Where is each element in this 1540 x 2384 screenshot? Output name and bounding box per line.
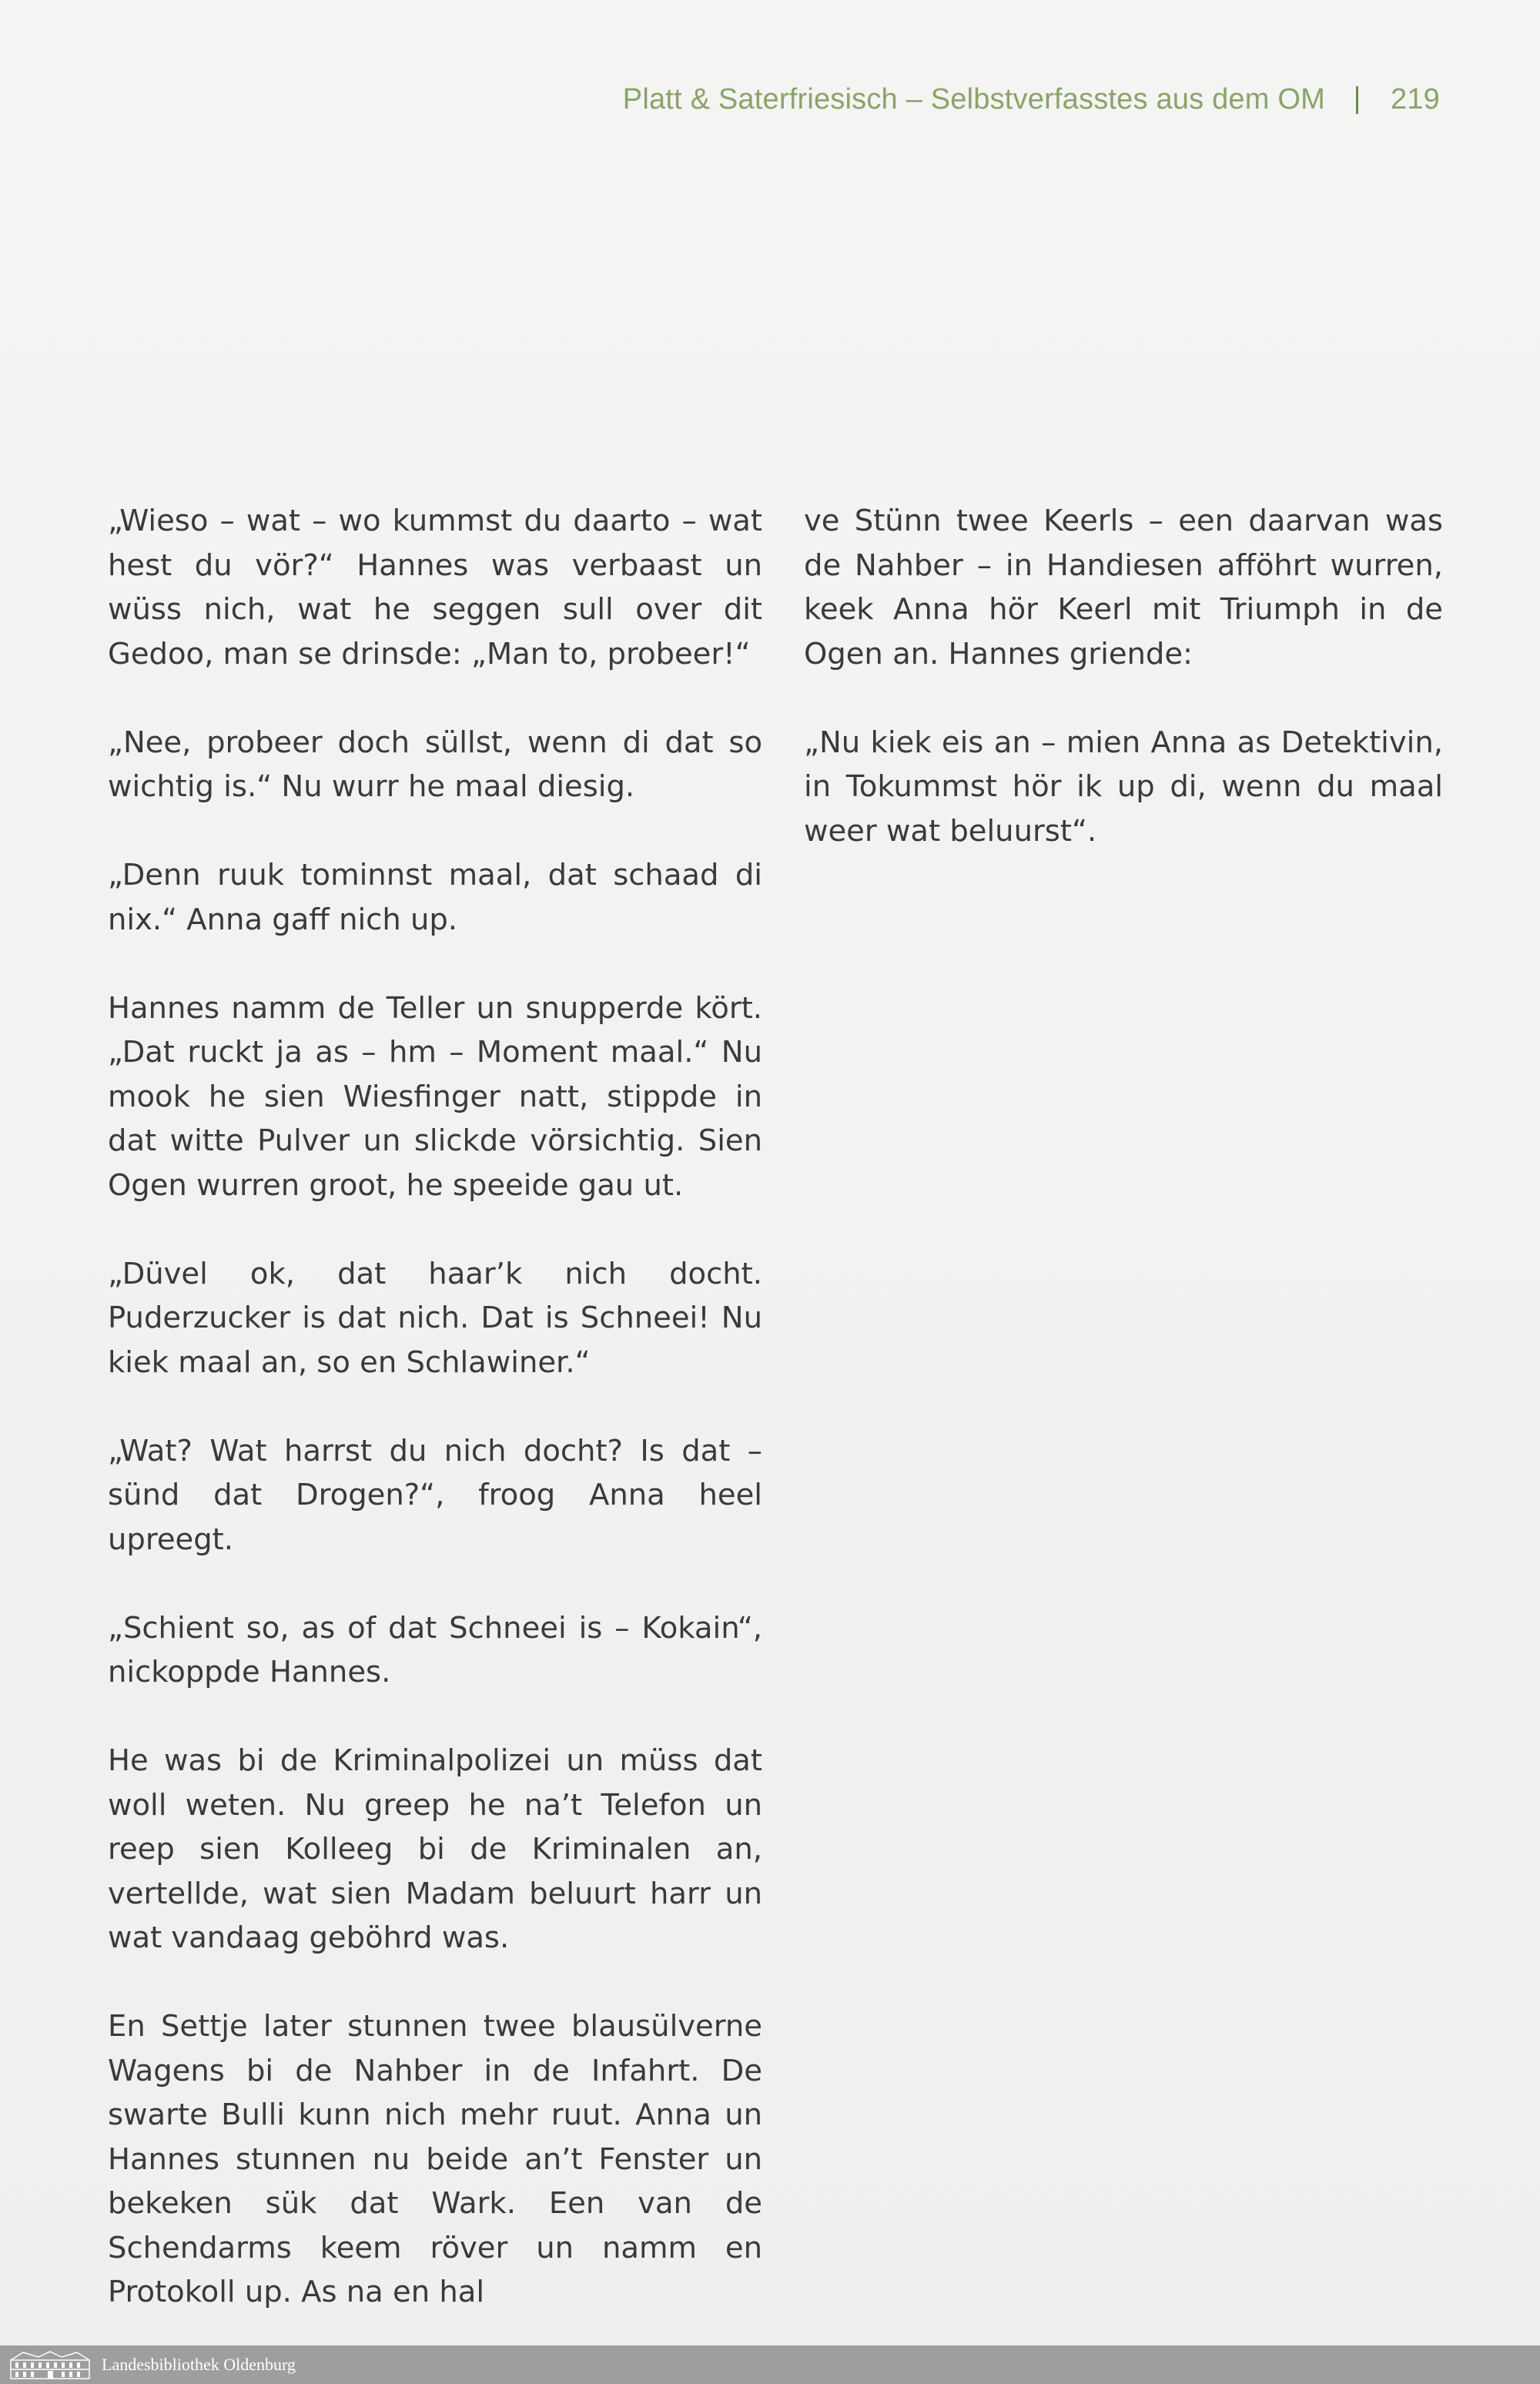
- paragraph: „Düvel ok, dat haar’k nich docht. Puderzucker is dat nich. Dat is Schneei! Nu kiek maal an, so en Schlawiner.“: [108, 1256, 762, 1380]
- left-column: [108, 499, 762, 2315]
- paragraph: Hannes namm de Teller un snupperde kört. „Dat ruckt ja as – hm – Moment maal.“ Nu mook he sien Wiesfinger natt, stippde in dat witte Pulver un slickde vörsichtig. Sien Ogen wurren groot, he speeide gau ut.: [108, 990, 762, 1203]
- library-building-icon: [8, 2349, 92, 2380]
- paragraph: „Nee, probeer doch süllst, wenn di dat so wichtig is.“ Nu wurr he maal diesig.: [108, 725, 762, 804]
- footer-bar: [0, 2345, 1540, 2384]
- page-number: 219: [1390, 83, 1440, 116]
- paragraph: „Wat? Wat harrst du nich docht? Is dat – sünd dat Drogen?“, froog Anna heel upreegt.: [108, 1433, 762, 1557]
- paragraph: „Denn ruuk tominnst maal, dat schaad di nix.“ Anna gaff nich up.: [108, 858, 762, 937]
- library-name: Landesbibliothek Oldenburg: [102, 2355, 296, 2374]
- paragraph: En Settje later stunnen twee blausülverne Wagens bi de Nahber in de Infahrt. De swarte Bulli kunn nich mehr ruut. Anna un Hannes stunnen nu beide an’t Fenster un bekeken sük dat Wark. Een van de Schendarms keem röver un namm en Protokoll up. As na en hal: [108, 2009, 762, 2309]
- running-head-title: Platt & Saterfriesisch – Selbstverfasstes aus dem OM: [622, 83, 1325, 116]
- right-column: [804, 499, 1443, 898]
- paragraph: He was bi de Kriminalpolizei un müss dat woll weten. Nu greep he na’t Telefon un reep sien Kolleeg bi de Kriminalen an, vertellde, wat sien Madam beluurt harr un wat vandaag geböhrd was.: [108, 1743, 762, 1955]
- paragraph: ve Stünn twee Keerls – een daarvan was de Nahber – in Handiesen afföhrt wurren, keek Anna hör Keerl mit Triumph in de Ogen an. Hannes griende:: [804, 504, 1443, 671]
- running-head: [623, 83, 1440, 116]
- paragraph: „Wieso – wat – wo kummst du daarto – wat hest du vör?“ Hannes was verbaast un wüss nich, wat he seggen sull over dit Gedoo, man se drinsde: „Man to, probeer!“: [108, 504, 762, 671]
- running-head-separator: [1356, 86, 1358, 114]
- paragraph: „Nu kiek eis an – mien Anna as Detektivin, in Tokummst hör ik up di, wenn du maal weer wat beluurst“.: [804, 725, 1443, 849]
- paragraph: „Schient so, as of dat Schneei is – Kokain“, nickoppde Hannes.: [108, 1610, 762, 1689]
